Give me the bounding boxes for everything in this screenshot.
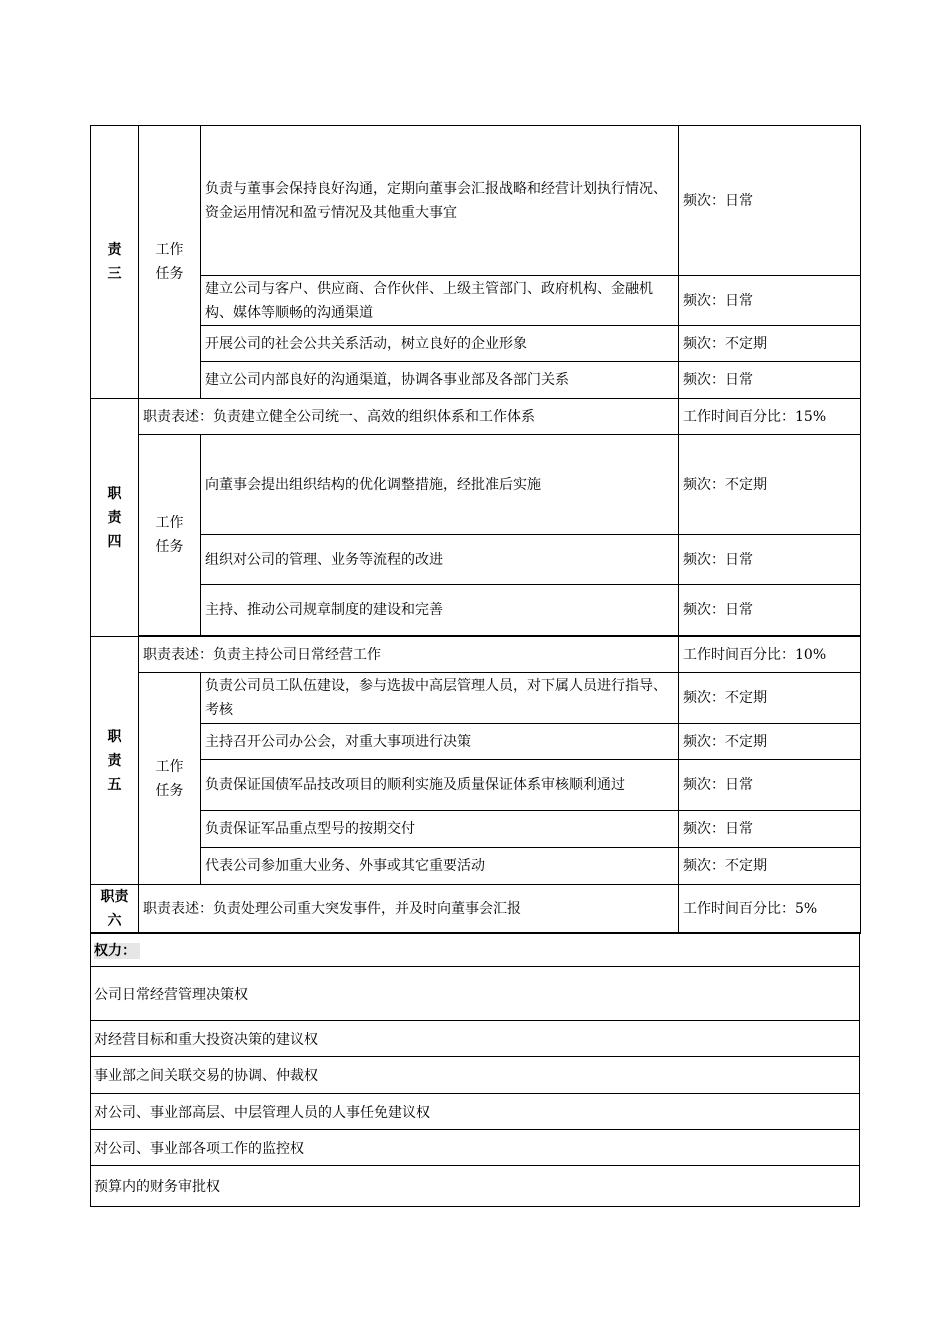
duty4-time-percentage: 工作时间百分比：15% bbox=[679, 399, 861, 435]
duties-table bbox=[90, 125, 861, 934]
duty5-task-label: 工作 任务 bbox=[139, 673, 201, 885]
power-item-4: 对公司、事业部高层、中层管理人员的人事任免建议权 bbox=[91, 1094, 860, 1130]
duty3-freq-4: 频次：日常 bbox=[679, 362, 861, 399]
duty3-label: 责 三 bbox=[91, 126, 139, 399]
duty3-task-3: 开展公司的社会公共关系活动，树立良好的企业形象 bbox=[201, 326, 679, 362]
power-heading-text: 权力： bbox=[94, 943, 140, 959]
duty4-task-3: 主持、推动公司规章制度的建设和完善 bbox=[201, 585, 679, 636]
duty5-task-3: 负责保证国债军品技改项目的顺利实施及质量保证体系审核顺利通过 bbox=[201, 760, 679, 811]
duty6-label: 职责 六 bbox=[91, 885, 139, 934]
duty4-freq-3: 频次：日常 bbox=[679, 585, 861, 636]
duty5-description: 职责表述：负责主持公司日常经营工作 bbox=[139, 637, 679, 673]
duty4-freq-1: 频次：不定期 bbox=[679, 435, 861, 535]
duty5-freq-4: 频次：日常 bbox=[679, 811, 861, 848]
power-item-1: 公司日常经营管理决策权 bbox=[91, 967, 860, 1021]
power-item-2: 对经营目标和重大投资决策的建议权 bbox=[91, 1021, 860, 1057]
power-item-5: 对公司、事业部各项工作的监控权 bbox=[91, 1130, 860, 1166]
duty5-freq-5: 频次：不定期 bbox=[679, 848, 861, 885]
duty3-freq-2: 频次：日常 bbox=[679, 276, 861, 326]
duty4-description: 职责表述：负责建立健全公司统一、高效的组织体系和工作体系 bbox=[139, 399, 679, 435]
duty3-task-1: 负责与董事会保持良好沟通，定期向董事会汇报战略和经营计划执行情况、资金运用情况和盈亏情况及其他重大事宜 bbox=[201, 126, 679, 276]
duty3-freq-1: 频次：日常 bbox=[679, 126, 861, 276]
duty3-task-4: 建立公司内部良好的沟通渠道，协调各事业部及各部门关系 bbox=[201, 362, 679, 399]
duty5-task-2: 主持召开公司办公会，对重大事项进行决策 bbox=[201, 724, 679, 760]
duty4-task-2: 组织对公司的管理、业务等流程的改进 bbox=[201, 535, 679, 585]
power-item-6: 预算内的财务审批权 bbox=[91, 1166, 860, 1207]
duty5-task-5: 代表公司参加重大业务、外事或其它重要活动 bbox=[201, 848, 679, 885]
duty5-time-percentage: 工作时间百分比：10% bbox=[679, 637, 861, 673]
power-item-3: 事业部之间关联交易的协调、仲裁权 bbox=[91, 1057, 860, 1094]
duty5-freq-3: 频次：日常 bbox=[679, 760, 861, 811]
duty4-task-label: 工作 任务 bbox=[139, 435, 201, 636]
duty5-task-4: 负责保证军品重点型号的按期交付 bbox=[201, 811, 679, 848]
duty4-label: 职 责 四 bbox=[91, 399, 139, 637]
duty3-task-2: 建立公司与客户、供应商、合作伙伴、上级主管部门、政府机构、金融机构、媒体等顺畅的沟通渠道 bbox=[201, 276, 679, 326]
power-heading bbox=[91, 933, 860, 967]
duty6-time-percentage: 工作时间百分比：5% bbox=[679, 885, 861, 934]
duty5-freq-2: 频次：不定期 bbox=[679, 724, 861, 760]
duty3-task-label: 工作 任务 bbox=[139, 126, 201, 399]
duty5-task-1: 负责公司员工队伍建设，参与选拔中高层管理人员，对下属人员进行指导、考核 bbox=[201, 673, 679, 724]
duty6-description: 职责表述：负责处理公司重大突发事件，并及时向董事会汇报 bbox=[139, 885, 679, 934]
duty3-freq-3: 频次：不定期 bbox=[679, 326, 861, 362]
power-table bbox=[90, 932, 860, 1207]
duty4-freq-2: 频次：日常 bbox=[679, 535, 861, 585]
duty5-freq-1: 频次：不定期 bbox=[679, 673, 861, 724]
duty5-label: 职 责 五 bbox=[91, 637, 139, 885]
duty4-task-1: 向董事会提出组织结构的优化调整措施，经批准后实施 bbox=[201, 435, 679, 535]
